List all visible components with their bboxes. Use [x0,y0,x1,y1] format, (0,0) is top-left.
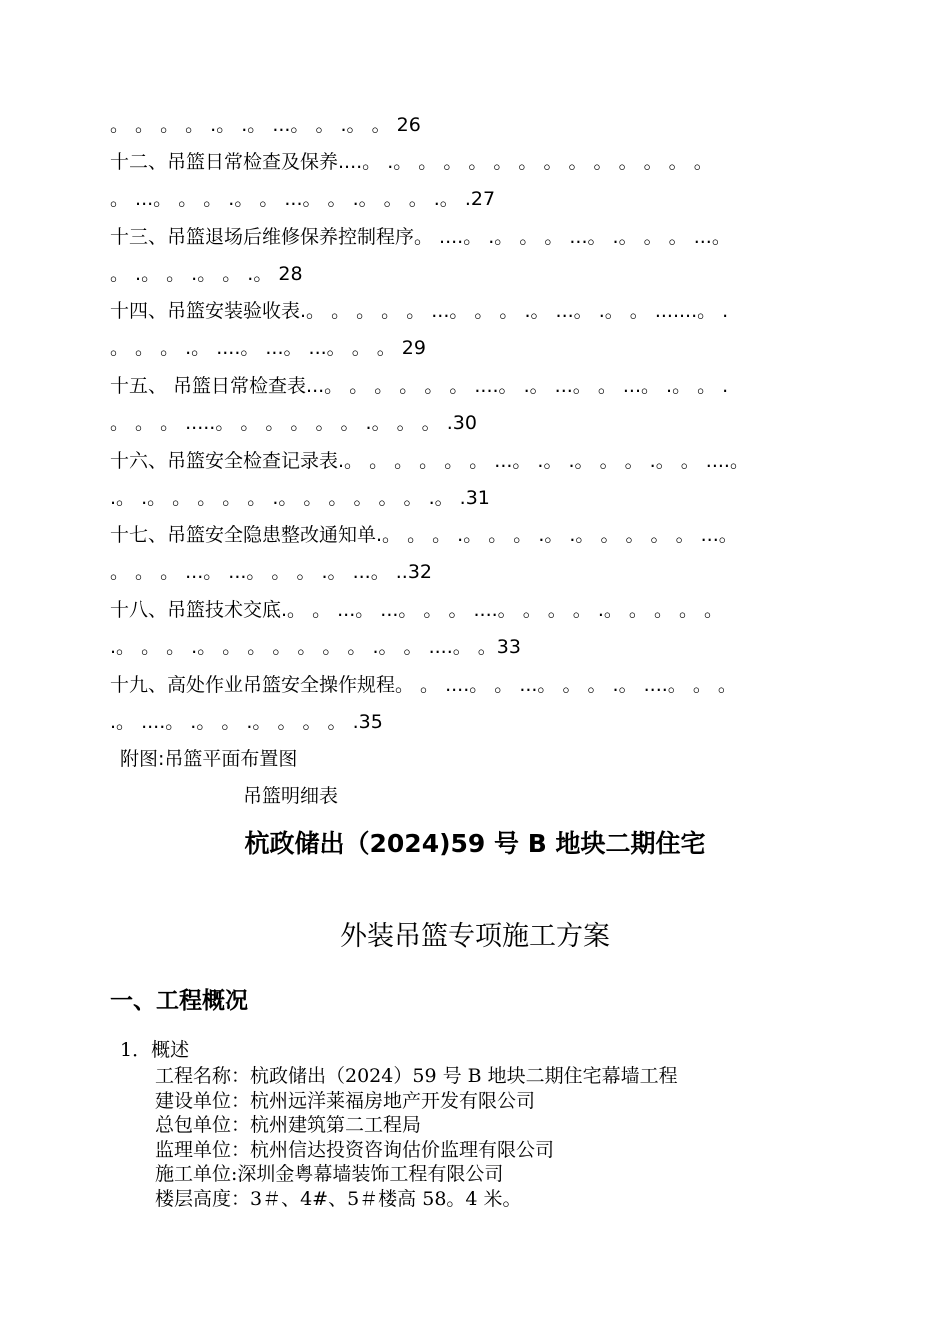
section-heading: 一、工程概况 [110,988,248,1014]
subsection-heading: 1．概述 [120,1039,190,1061]
toc-entry-line: 十六、吊篮安全检查记录表.。 。 。 。 。 。 ...。 .。 .。 。 。 .。 。 ....。 [110,450,749,472]
toc-entry-line: 十二、吊篮日常检查及保养....。 .。 。 。 。 。 。 。 。 。 。 。 。 。 [110,151,713,173]
construction-unit-line: 施工单位:深圳金粤幕墙装饰工程有限公司 [155,1163,504,1185]
toc-entry-line: 十七、吊篮安全隐患整改通知单.。 。 。 .。 。 。 .。 .。 。 。 。 。 ...。 [110,524,738,546]
toc-entry-page: 。 。 。 ...。 ...。 。 。 .。 ...。 ..32 [110,561,433,583]
toc-entry-page: .。 。 。 .。 。 。 。 。 。 。 .。 。 ....。 。33 [110,636,521,658]
toc-entry-line: 十八、吊篮技术交底.。 。 ...。 ...。 。 。 ....。 。 。 。 .。 。 。 。 。 [110,599,724,621]
toc-entry-page: .。 .。 。 。 。 。 .。 。 。 。 。 。 .。 .31 [110,487,490,509]
document-title: 杭政储出（2024)59 号 B 地块二期住宅 [244,829,706,858]
toc-prev-continuation: 。 。 。 。 .。 .。 ...。 。 .。 。 26 [110,114,421,136]
developer-line: 建设单位：杭州远洋莱福房地产开发有限公司 [155,1090,536,1112]
toc-entry-line: 十九、高处作业吊篮安全操作规程。 。 ....。 。 ...。 。 。 .。 ....。 。 。 [110,674,737,696]
document-subtitle: 外装吊篮专项施工方案 [340,921,610,952]
toc-entry-page: .。 ....。 .。 。 .。 。 。 。 .35 [110,711,383,733]
toc-entry-line: 十五、 吊篮日常检查表...。 。 。 。 。 。 ....。 .。 ...。 。 ...。 .。 。 . [110,375,729,397]
project-name-line: 工程名称：杭政储出（2024）59 号 B 地块二期住宅幕墙工程 [155,1065,678,1087]
toc-entry-page: 。 .。 。 .。 。 .。 28 [110,263,303,285]
appendix-label: 附图:吊篮平面布置图 [120,748,298,770]
appendix-sub-label: 吊篮明细表 [243,785,339,807]
supervisor-line: 监理单位：杭州信达投资咨询估价监理有限公司 [155,1139,555,1161]
floor-height-line: 楼层高度：3＃、4#、5＃楼高 58。4 米。 [155,1188,522,1210]
general-contractor-line: 总包单位：杭州建筑第二工程局 [155,1114,422,1136]
toc-entry-page: 。 。 。 .....。 。 。 。 。 。 .。 。 。 .30 [110,412,477,434]
toc-entry-line: 十四、吊篮安装验收表.。 。 。 。 。 ...。 。 。 .。 ...。 .。 。 .......。 . [110,300,729,322]
toc-entry-page: 。 。 。 .。 ....。 ...。 ...。 。 。 29 [110,337,426,359]
toc-entry-line: 十三、吊篮退场后维修保养控制程序。 ....。 .。 。 。 ...。 .。 。 。 ...。 [110,226,731,248]
toc-entry-page: 。 ...。 。 。 .。 。 ...。 。 .。 。 。 .。 .27 [110,188,496,210]
